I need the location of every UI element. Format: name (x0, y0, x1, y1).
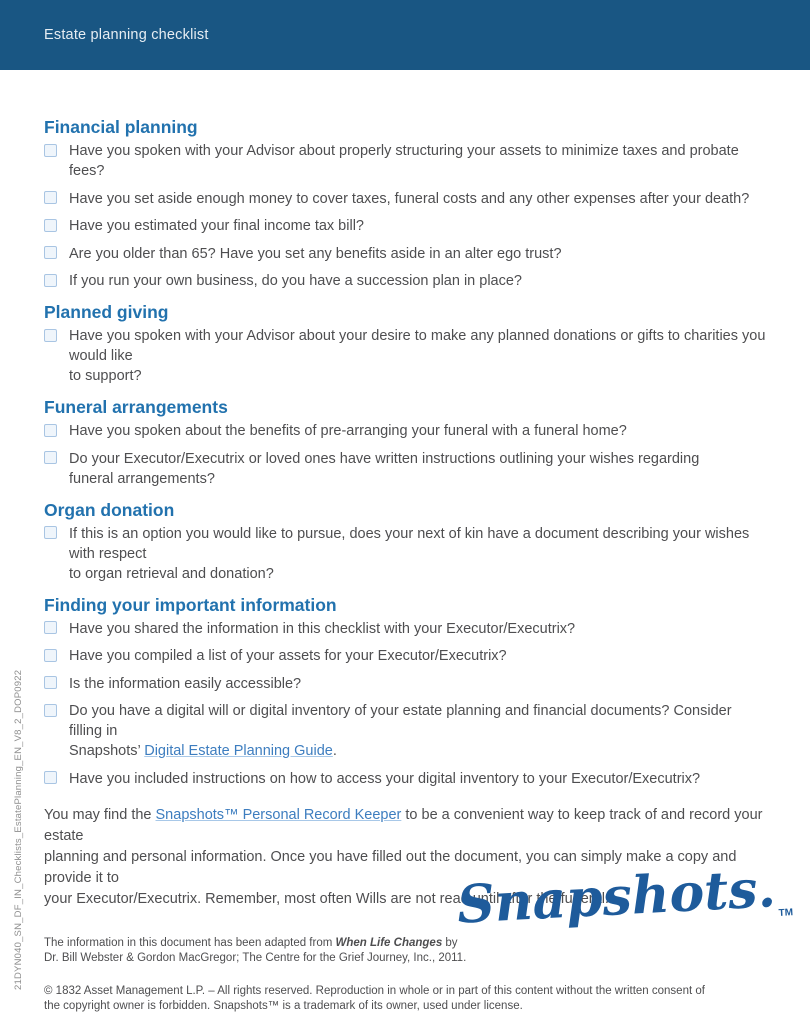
checkbox[interactable] (44, 246, 57, 259)
section-heading-financial-planning: Financial planning (44, 117, 198, 137)
text-segment: The information in this document has been adapted from (44, 937, 336, 949)
attribution-line (44, 951, 604, 966)
checkbox[interactable] (44, 621, 57, 634)
text-segment: to be a convenient way to keep track of and record your estate (44, 806, 763, 844)
text-segment: to organ retrieval and donation? (69, 565, 274, 582)
text-segment: When Life Changes (335, 937, 443, 949)
text-segment: Is the information easily accessible? (69, 675, 302, 692)
text-segment: If you run your own business, do you have a succession plan in place? (69, 273, 522, 289)
source-attribution (44, 936, 604, 965)
checklist-item-line (69, 769, 700, 789)
checklist-sections (44, 116, 766, 789)
checklist-item-line (69, 564, 766, 584)
header-bar (0, 0, 810, 70)
text-segment: . (332, 743, 337, 759)
section-financial-planning (44, 116, 766, 291)
checklist-item (44, 141, 766, 181)
text-segment: You may find the (44, 806, 156, 823)
checklist-item-line (69, 244, 562, 264)
checklist-item-text (69, 646, 507, 666)
checklist-item-line (69, 271, 522, 291)
checkbox[interactable] (44, 329, 57, 342)
personal-record-keeper-link[interactable]: Snapshots™ Personal Record Keeper (155, 806, 402, 823)
checklist-item-line (69, 701, 766, 741)
checkbox[interactable] (44, 219, 57, 232)
checklist-item (44, 244, 766, 264)
checklist-item (44, 646, 766, 666)
text-segment: Have you shared the information in this checklist with your Executor/Executrix? (69, 620, 576, 637)
checkbox[interactable] (44, 649, 57, 662)
text-segment: If this is an option you would like to pursue, does your next of kin have a document describing your wishes with respect (69, 525, 750, 562)
attribution-line (44, 936, 604, 951)
text-segment: to support? (69, 368, 142, 384)
page-title: Estate planning checklist (44, 27, 209, 43)
checklist-item (44, 216, 766, 236)
checklist-item-line (69, 141, 766, 181)
paragraph-line (44, 805, 766, 847)
checklist-item (44, 271, 766, 291)
checklist-item (44, 421, 766, 441)
snapshots-logo-text: Snapshots. (455, 858, 777, 936)
checklist-item-text (69, 619, 575, 639)
checkbox[interactable] (44, 676, 57, 689)
checkbox[interactable] (44, 451, 57, 464)
digital-estate-planning-guide-link[interactable]: Digital Estate Planning Guide (144, 743, 333, 759)
text-segment: Have you spoken with your Advisor about your desire to make any planned donations or gifts to charities you would like (69, 328, 766, 364)
text-segment: planning and personal information. Once you have filled out the document, you can simply make a copy and provide it to (44, 848, 737, 886)
checklist-item-line (69, 326, 766, 366)
copyright-line (44, 999, 774, 1014)
checklist-item-text (69, 769, 700, 789)
section-heading-finding-your-important-information: Finding your important information (44, 594, 337, 615)
checklist-item-line (69, 189, 749, 209)
section-organ-donation (44, 499, 766, 584)
text-segment: Dr. Bill Webster & Gordon MacGregor; The Centre for the Grief Journey, Inc., 2011. (44, 951, 467, 964)
section-heading-planned-giving: Planned giving (44, 302, 169, 322)
checkbox[interactable] (44, 144, 57, 157)
text-segment: Have you included instructions on how to access your digital inventory to your Executor/Executrix? (69, 770, 701, 787)
section-heading-funeral-arrangements: Funeral arrangements (44, 397, 228, 417)
checklist-item-line (69, 646, 507, 666)
checklist-item-line (69, 619, 575, 639)
checklist-item-text (69, 141, 766, 181)
checklist-item-text (69, 326, 766, 386)
checklist-item-line (69, 421, 627, 441)
checklist-item (44, 619, 766, 639)
text-segment: funeral arrangements? (69, 470, 215, 487)
text-segment: by (442, 937, 458, 949)
section-heading-organ-donation: Organ donation (44, 499, 175, 520)
copyright-notice (44, 984, 774, 1013)
checklist-item-line (69, 674, 301, 694)
text-segment: Have you compiled a list of your assets for your Executor/Executrix? (69, 648, 507, 664)
checklist-item-line (69, 216, 364, 236)
section-planned-giving (44, 301, 766, 386)
checklist-item (44, 701, 766, 761)
checkbox[interactable] (44, 704, 57, 717)
text-segment: Have you spoken with your Advisor about properly structuring your assets to minimize taxes and probate fees? (69, 143, 739, 179)
text-segment: © 1832 Asset Management L.P. – All rights reserved. Reproduction in whole or in part of this content without the written consent of (44, 985, 705, 997)
text-segment: Have you spoken about the benefits of pre-arranging your funeral with a funeral home? (69, 423, 627, 439)
checklist-item-text (69, 701, 766, 761)
text-segment: your Executor/Executrix. Remember, most often Wills are not read until after the funeral. (44, 890, 609, 907)
checklist-item (44, 769, 766, 789)
checklist-item-line (69, 366, 766, 386)
checklist-item-text (69, 189, 749, 209)
checklist-item-text (69, 421, 627, 441)
text-segment: Are you older than 65? Have you set any benefits aside in an alter ego trust? (69, 245, 562, 262)
checkbox[interactable] (44, 526, 57, 539)
checkbox[interactable] (44, 424, 57, 437)
checkbox[interactable] (44, 274, 57, 287)
checklist-item-text (69, 271, 522, 291)
checklist-item (44, 326, 766, 386)
text-segment: Do your Executor/Executrix or loved ones have written instructions outlining your wishes regarding (69, 450, 700, 467)
checklist-item-line (69, 469, 699, 489)
checklist-item-text (69, 216, 364, 236)
checklist-item-text (69, 449, 699, 489)
checklist-item (44, 524, 766, 584)
checklist-item (44, 449, 766, 489)
document-code-vertical: 21DYN040_SN_DF_IN_Checklists_EstatePlanning_EN_V8_2_DOP0922 (13, 669, 24, 990)
copyright-line (44, 984, 774, 999)
checklist-item-text (69, 244, 562, 264)
checklist-item-line (69, 741, 766, 761)
checklist-item-line (69, 449, 699, 469)
trademark-mark: TM (778, 907, 794, 919)
text-segment: Do you have a digital will or digital inventory of your estate planning and financial documents? Consider filling in (69, 703, 732, 739)
checklist-item (44, 674, 766, 694)
checkbox[interactable] (44, 191, 57, 204)
text-segment: Have you set aside enough money to cover taxes, funeral costs and any other expenses after your death? (69, 190, 750, 207)
text-segment: the copyright owner is forbidden. Snapshots™ is a trademark of its owner, used under license. (44, 999, 523, 1012)
checklist-item-text (69, 524, 766, 584)
checklist-item (44, 189, 766, 209)
checklist-item-text (69, 674, 301, 694)
text-segment: Snapshots’ (69, 743, 145, 759)
checkbox[interactable] (44, 771, 57, 784)
text-segment: Have you estimated your final income tax bill? (69, 218, 364, 234)
checklist-item-line (69, 524, 766, 564)
checklist-content (0, 70, 810, 910)
section-funeral-arrangements (44, 396, 766, 489)
section-finding-your-important-information (44, 594, 766, 789)
